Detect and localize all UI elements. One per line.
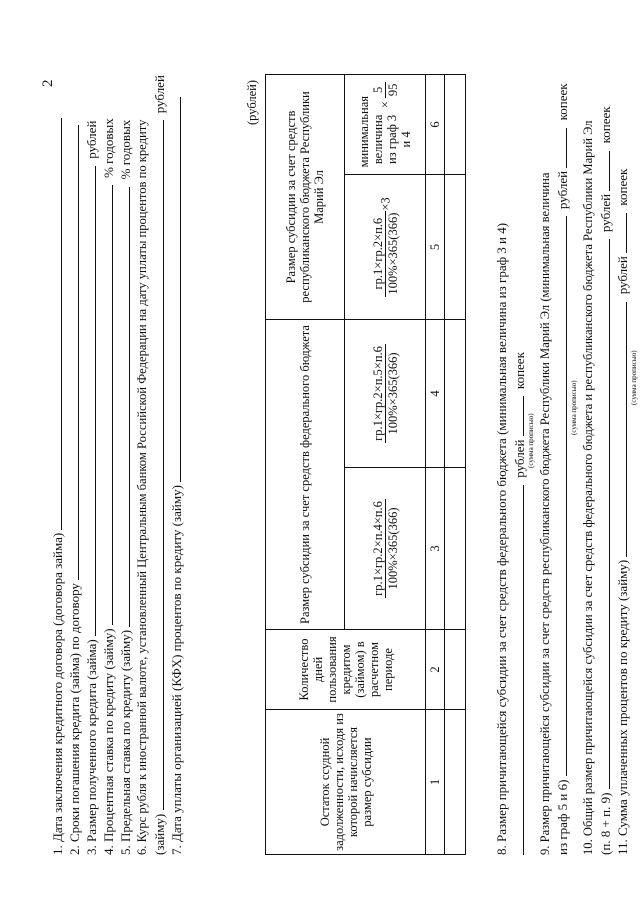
table-empty-row: [445, 74, 466, 854]
table-header-row: [266, 74, 345, 854]
field-3-blank[interactable]: [84, 166, 96, 636]
field-6-cont: (займу) рублей: [152, 75, 167, 855]
federal-header: Размер субсидии за счет средств федерального бюджета: [266, 319, 345, 629]
item-11-kop-blank[interactable]: [615, 213, 627, 253]
table-cell[interactable]: [445, 319, 466, 467]
page-number: 2: [40, 79, 56, 87]
table-number-row: [426, 74, 445, 854]
table-unit-label: (рублей): [245, 79, 259, 125]
item-10: 10. Общий размер причитающейся субсидии за счет средств федерального бюджета и республиканского бюджета Республики Марий Эл: [581, 120, 595, 855]
field-3: 3. Размер полученного кредита (займа) рублей: [84, 120, 99, 855]
item-9-hint: (сумма прописью): [570, 380, 578, 435]
table-cell[interactable]: [445, 468, 466, 630]
subsidy-table: [265, 74, 466, 855]
table-cell[interactable]: [445, 74, 466, 174]
item-9: 9. Размер причитающейся субсидии за счет средств республиканского бюджета Республики Марий Эл (минимальная величина: [538, 172, 552, 855]
col6-formula: минимальная величина из граф 3 и 4 × 5 95: [345, 74, 426, 174]
col4-formula: гр.1×гр.2×п.5×п.6 100%×365(366): [345, 319, 426, 467]
item-8: 8. Размер причитающейся субсидии за счет средств федерального бюджета (минимальная величина из граф 3 и 4): [494, 222, 509, 855]
col-number: 3: [426, 468, 445, 630]
field-1: 1. Дата заключения кредитного договора (договора займа): [50, 75, 65, 855]
item-9-blank[interactable]: [555, 216, 567, 776]
item-11-blank[interactable]: [615, 302, 627, 557]
field-6-blank[interactable]: [152, 121, 164, 811]
item-8-amount: рублей копеек: [512, 75, 527, 855]
col-number: 1: [426, 710, 445, 855]
field-4: 4. Процентная ставка по кредиту (займу) % годовых: [101, 118, 116, 855]
item-10-kop-blank[interactable]: [598, 151, 610, 191]
col2-header: Количество дней пользования кредитом (займом) в расчетном периоде: [266, 630, 426, 710]
item-10-amount: (п. 8 + п. 9) рублей копеек: [598, 106, 613, 855]
republic-header: Размер субсидии за счет средств республиканского бюджета Республики Марий Эл: [266, 74, 345, 319]
field-1-blank[interactable]: [50, 118, 62, 530]
field-7: 7. Дата уплаты организацией (КФХ) процентов по кредиту (займу): [169, 75, 184, 855]
table-cell[interactable]: [445, 710, 466, 855]
col-number: 2: [426, 630, 445, 710]
item-8-blank[interactable]: [512, 485, 524, 855]
item-9-kop-blank[interactable]: [555, 128, 567, 168]
col-number: 6: [426, 74, 445, 174]
field-5-blank[interactable]: [118, 187, 130, 627]
item-9-amount: из граф 5 и 6) рублей копеек: [555, 83, 570, 855]
field-2-blank[interactable]: [67, 125, 79, 580]
field-7-blank[interactable]: [169, 97, 181, 482]
col3-formula: гр.1×гр.2×п.4×п.6 100%×365(366): [345, 468, 426, 630]
field-4-blank[interactable]: [101, 185, 113, 625]
col1-header: Остаток ссудной задолженности, исходя из которой начисляется размер субсидии: [266, 710, 426, 855]
col-number: 5: [426, 174, 445, 319]
table-cell[interactable]: [445, 174, 466, 319]
field-2: 2. Сроки погашения кредита (займа) по договору: [67, 75, 82, 855]
table-cell[interactable]: [445, 630, 466, 710]
col-number: 4: [426, 319, 445, 467]
col5-formula: гр.1×гр.2×п.6 100%×365(366) ×3: [345, 174, 426, 319]
item-11-hint: (сумма прописью): [630, 350, 638, 405]
item-8-kop-blank[interactable]: [512, 396, 524, 436]
item-8-hint: (сумма прописью): [527, 413, 535, 468]
item-10-blank[interactable]: [598, 239, 610, 789]
field-6: 6. Курс рубля к иностранной валюте, установленный Центральным банком Российской Федерации на дату уплаты процентов по кредиту: [135, 119, 149, 855]
field-5: 5. Предельная ставка по кредиту (займу) % годовых: [118, 119, 133, 855]
item-11: 11. Сумма уплаченных процентов по кредиту (займу) рублей копеек: [615, 168, 630, 855]
